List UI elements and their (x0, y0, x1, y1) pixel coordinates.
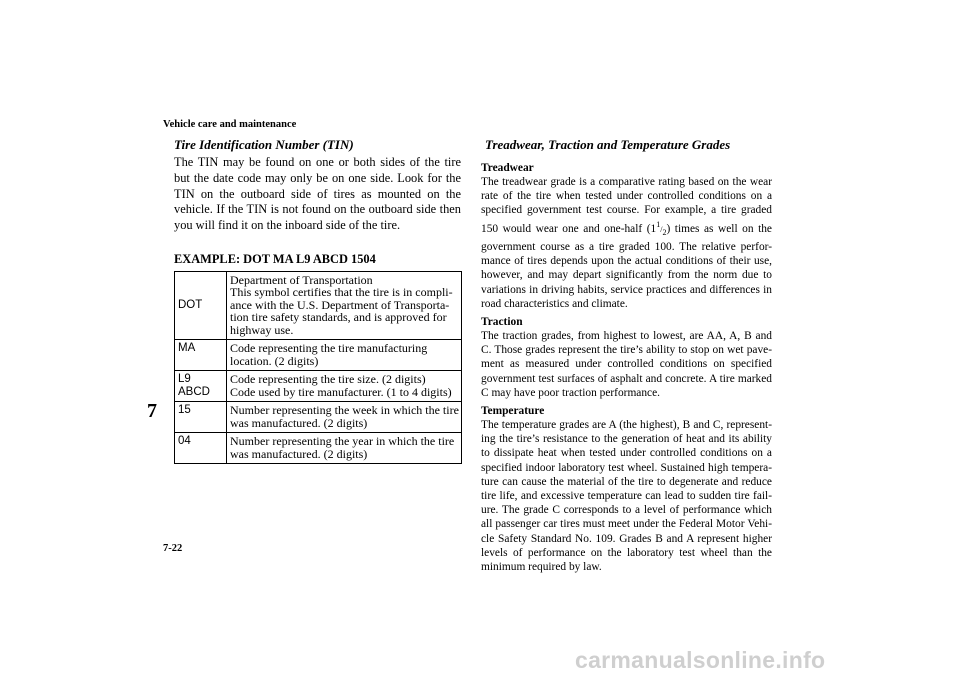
tin-desc-line: Department of Transportation (230, 272, 373, 287)
table-row (175, 340, 462, 371)
temperature-heading: Temperature (481, 404, 545, 417)
treadwear-text-a: The treadwear grade is a comparative rating based on the wear rate of the tire when tested under controlled conditions on a specified government test course. For example, a tire graded 150 would wear one and one-half (1 (481, 176, 772, 235)
tin-desc-line: Number representing the year in which the tire was manufactured. (2 digits) (230, 434, 455, 461)
traction-heading: Traction (481, 315, 523, 328)
treadwear-text-b: ) times as well on the government course as a tire graded 100. The relative perfor-mance of tires depends upon the actual conditions of their use, however, and may depart significantly from the norm due to variations in driving habits, service practices and differences in road characteristics and climate. (481, 222, 772, 310)
tin-description (227, 340, 462, 371)
fraction-denominator: 2 (662, 227, 667, 237)
grades-title: Treadwear, Traction and Temperature Grades (485, 137, 731, 152)
left-column (174, 137, 461, 464)
tin-example: EXAMPLE: DOT MA L9 ABCD 1504 (174, 251, 376, 266)
watermark-logo: carmanualsonline.info (575, 647, 826, 673)
table-row (175, 402, 462, 433)
tin-code: 04 (175, 433, 227, 464)
tin-code (175, 371, 227, 402)
fraction-numerator: 1 (656, 219, 661, 229)
tin-desc-line: Code representing the tire manufacturing location. (2 digits) (230, 341, 428, 368)
fraction-slash: / (660, 224, 663, 234)
traction-text: The traction grades, from highest to lowest, are AA, A, B and C. Those grades represent the tire’s ability to stop on wet pave-ment as measured under controlled conditions on specified government test surfaces of asphalt and concrete. A tire marked C may have poor traction performance. (481, 329, 772, 399)
right-column (481, 137, 772, 578)
temperature-text: The temperature grades are A (the highest), B and C, represent-ing the tire’s resistance to the generation of heat and its ability to dissipate heat when tested under controlled conditions on a specified indoor laboratory test wheel. Sustained high tempera-ture can cause the material of the tire to degenerate and reduce tire life, and excessive temperature can lead to sudden tire fail-ure. The grade C corresponds to a level of performance which all passenger car tires must meet under the Federal Motor Vehi-cle Safety Standard No. 109. Grades B and A represent higher levels of performance on the laboratory test wheel than the minimum required by law. (481, 418, 772, 573)
tin-code: 15 (175, 402, 227, 433)
tin-description (227, 371, 462, 402)
tin-code: MA (175, 340, 227, 371)
treadwear-text (481, 175, 772, 311)
treadwear-heading: Treadwear (481, 162, 534, 174)
tin-desc-line: This symbol certifies that the tire is in compli-ance with the U.S. Department of Transporta-tion tire safety standards, and is approved for highway use. (230, 285, 453, 337)
tin-heading: Tire Identification Number (TIN) (174, 137, 354, 152)
tin-description (227, 402, 462, 433)
table-row (175, 271, 462, 340)
tin-description (227, 433, 462, 464)
section-header: Vehicle care and maintenance (163, 119, 297, 130)
tin-desc-line: Code representing the tire size. (2 digits) (230, 372, 426, 387)
chapter-number: 7 (147, 400, 157, 422)
tin-desc-line: Number representing the week in which the tire was manufactured. (2 digits) (230, 403, 459, 430)
table-row (175, 433, 462, 464)
tin-desc-line: Code used by tire manufacturer. (1 to 4 digits) (230, 384, 452, 399)
tin-table (174, 271, 462, 465)
tin-code-line: ABCD (178, 385, 210, 398)
tin-description (227, 271, 462, 340)
page-number: 7-22 (163, 543, 183, 554)
tin-paragraph: The TIN may be found on one or both sides of the tire but the date code may only be on one side. Look for the TIN on the outboard side of tires as mounted on the vehicle. If the TIN is not found on the outboard side then you will find it on the inboard side of the tire. (174, 155, 461, 233)
tin-code: DOT (175, 271, 227, 340)
table-row (175, 371, 462, 402)
tin-code-line: L9 (178, 373, 191, 386)
